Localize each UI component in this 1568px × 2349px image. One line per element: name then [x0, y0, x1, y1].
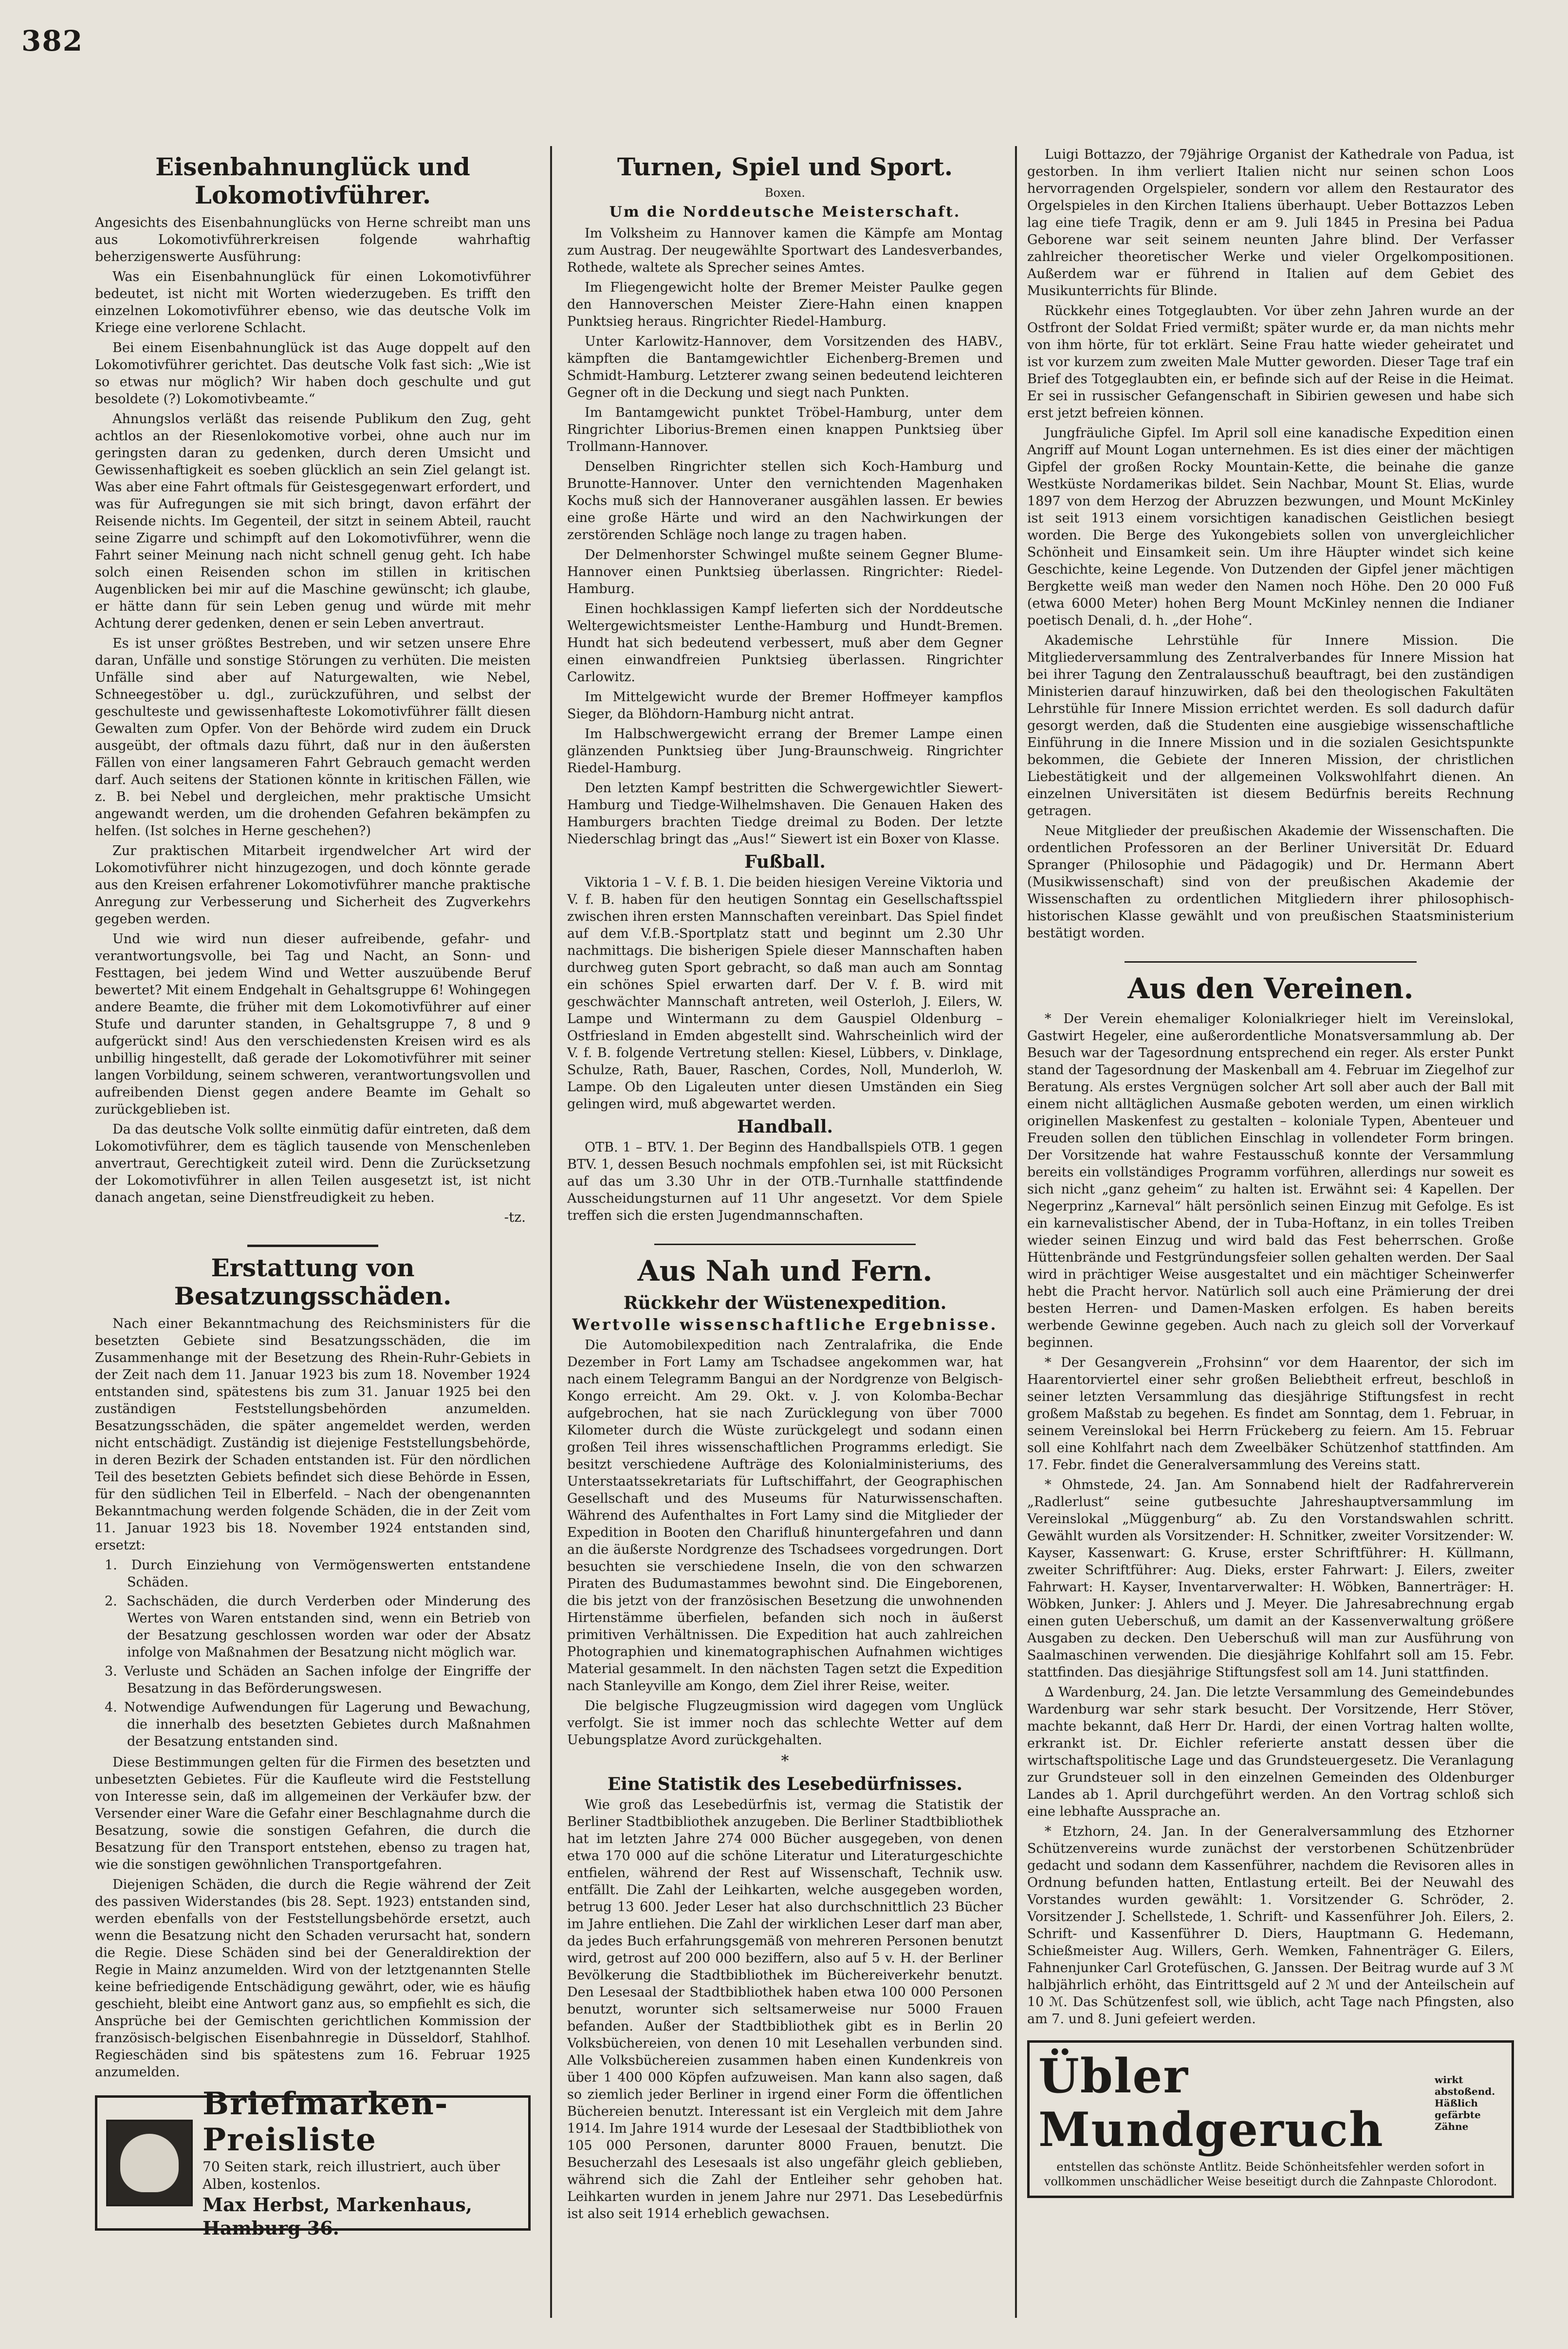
separator: *	[781, 1751, 789, 1770]
sport-category: Boxen.	[765, 186, 805, 200]
paragraph: Es ist unser größtes Bestreben, und wir setzen unsere Ehre daran, Unfälle und sonstige Störungen zu verhüten. Die meisten Unfälle sind aber auf Naturgewalten, wie Nebel, Schneegestöber u. dgl., zurückzuführen, und selbst der geschulteste und gewissenhafteste Lokomotivführer fällt diesen Gewalten zum Opfer. Von der Behörde wird zudem ein Druck ausgeübt, der oftmals dazu führt, daß nur in den äußersten Fällen von einer langsameren Fahrt Gebrauch gemacht werden darf. Auch seitens der Stationen könnte in kritischen Fällen, wie z. B. bei Nebel und dergleichen, mehr praktische Umsicht angewandt werden, um die drohenden Gefahren bekämpfen zu helfen. (Ist solches in Herne geschehen?)	[95, 636, 531, 839]
paragraph: Zur praktischen Mitarbeit irgendwelcher Art wird der Lokomotivführer nicht hinzugezogen, und doch könnte gerade aus den Kreisen erfahrener Lokomotivführer manche praktische Anregung zur Verbesserung und Sicherheit des Zugverkehrs gegeben werden.	[95, 843, 531, 927]
vereine-body	[1027, 1010, 1514, 2028]
paragraph: Die belgische Flugzeugmission wird dagegen vom Unglück verfolgt. Sie ist immer noch das schlechte Wetter auf dem Uebungsplatze Avord zurückgehalten.	[567, 1698, 1003, 1748]
ad-briefmarken	[95, 2086, 531, 2239]
handball-body	[567, 1139, 1003, 1224]
column-rule-right	[1015, 146, 1017, 2318]
fussball-body	[567, 874, 1003, 1113]
paragraph: Rückkehr eines Totgeglaubten. Vor über zehn Jahren wurde an der Ostfront der Soldat Fried vermißt; später wurde er, da man nichts mehr von ihm hörte, für tot erklärt. Seine Frau hatte wieder geheiratet und ist vor kurzem zum zweiten Male Mutter geworden. Dieser Tage traf ein Brief des Totgeglaubten ein, er befinde sich auf der Reise in die Heimat. Er sei in russischer Gefangenschaft in Sibirien gewesen und habe sich erst jetzt befreien können.	[1027, 303, 1514, 421]
paragraph: * Der Gesangverein „Frohsinn“ vor dem Haarentor, der sich im Haarentorviertel einer sehr großen Beliebtheit erfreut, beschloß in seiner letzten Versammlung das diesjährige Stiftungsfest in recht großem Maßstab zu begehen. Es findet am Sonntag, dem 1. Februar, in seinem Vereinslokal bei Herrn Frückeberg zu feiern. Am 15. Februar soll eine Kohlfahrt nach dem Zweelbäker Schützenhof stattfinden. Am 17. Febr. findet die Generalversammlung des Vereins statt.	[1027, 1355, 1514, 1473]
paragraph: Die Automobilexpedition nach Zentralafrika, die Ende Dezember in Fort Lamy am Tschadsee angekommen war, hat nach einem Telegramm Bangui an der Nordgrenze von Belgisch-Kongo erreicht. Am 29. Okt. v. J. von Kolomba-Bechar aufgebrochen, hat sie nach Zurücklegung von über 7000 Kilometer durch die Wüste zurückgelegt und sodann einen großen Teil ihres wissenschaftlichen Programms erledigt. Sie besitzt verschiedene Aufträge des Kolonialministeriums, des Unterstaatssekretariats für Luftschiffahrt, der Geographischen Gesellschaft und des Museums für Naturwissenschaften. Während des Aufenthaltes in Fort Lamy sind die Mitglieder der Expedition in Booten den Charifluß hinuntergefahren und dann an die äußerste Nordgrenze des Tschadsees vorgedrungen. Dort besuchten sie verschiedene Inseln, die von den schwarzen Piraten des Budumastammes bewohnt sind. Die Eingeborenen, die bis jetzt von der französischen Besetzung die unwohnenden Hirtenstämme überfielen, befanden sich noch in äußerst primitiven Verhältnissen. Die Expedition hat auch zahlreichen Photographien und kinematographischen Aufnahmen wichtiges Material gesammelt. In den nächsten Tagen setzt die Expedition nach Stanleyville am Kongo, dem Ziel ihrer Reise, weiter.	[567, 1337, 1003, 1694]
paragraph: Was ein Eisenbahnunglück für einen Lokomotivführer bedeutet, ist nicht mit Worten wiederzugeben. Es trifft den einzelnen Lokomotivführer ebenso, wie das deutsche Volk im Kriege eine verlorene Schlacht.	[95, 269, 531, 336]
column-2	[567, 146, 1003, 2225]
column-1	[95, 146, 531, 2239]
paragraph: Im Halbschwergewicht errang der Bremer Lampe einen glänzenden Punktsieg über Jung-Braunschweig. Ringrichter Riedel-Hamburg.	[567, 726, 1003, 776]
column-rule-left	[550, 146, 552, 2318]
fussball-title: Fußball.	[744, 851, 826, 872]
paragraph: Nach einer Bekanntmachung des Reichsministers für die besetzten Gebiete sind Besatzungsschäden, die im Zusammenhange mit der Besetzung des Rhein-Ruhr-Gebiets in der Zeit nach dem 11. Januar 1923 bis zum 18. November 1924 entstanden sind, spätestens bis zum 31. Januar 1925 bei den zuständigen Feststellungsbehörden anzumelden. Besatzungsschäden, die später angemeldet werden, werden nicht entschädigt. Zuständig ist diejenige Feststellungsbehörde, in deren Bezirk der Schaden entstanden ist. Für den nördlichen Teil des besetzten Gebiets befindet sich diese Behörde in Essen, für den südlichen Teil in Elberfeld. – Nach der obengenannten Bekanntmachung werden folgende Schäden, die in der Zeit vom 11. Januar 1923 bis 18. November 1924 entstanden sind, ersetzt:	[95, 1316, 531, 1553]
paragraph: OTB. 1 – BTV. 1. Der Beginn des Handballspiels OTB. 1 gegen BTV. 1, dessen Besuch nochmals empfohlen sei, ist mit Rücksicht auf das um 3.30 Uhr in der OTB.-Turnhalle stattfindende Ausscheidungsturnen auf 11 Uhr angesetzt. Vor dem Spiele treffen sich die ersten Jugendmannschaften.	[567, 1139, 1003, 1223]
paragraph: * Ohmstede, 24. Jan. Am Sonnabend hielt der Radfahrerverein „Radlerlust“ seine gutbesuchte Jahreshauptversammlung im Vereinslokal „Müggenburg“ ab. Zu den Vorstandswahlen schritt. Gewählt wurden als Vorsitzender: H. Schnitker, zweiter Vorsitzender: W. Kayser, Kassenwart: G. Kruse, erster Schriftführer: H. Küllmann, zweiter Schriftführer: Aug. Dieks, erster Fahrwart: J. Eilers, zweiter Fahrwart: H. Kayser, Inventarverwalter: H. Wöbken, Bannerträger: H. Wöbken, Junker: J. Ahlers und J. Meyer. Die Jahresabrechnung ergab einen guten Ueberschuß, um damit an der Kassenverwaltung größere Ausgaben zu decken. Den Ueberschuß will man zur Ausführung von Saalmaschinen verwenden. Die diesjährige Kohlfahrt soll am 15. Febr. stattfinden. Das diesjährige Stiftungsfest soll am 14. Juni stattfinden.	[1027, 1477, 1514, 1680]
paragraph: Und wie wird nun dieser aufreibende, gefahr- und verantwortungsvolle, bei Tag und Nacht, an Sonn- und Festtagen, bei jedem Wind und Wetter auszuübende Beruf bewertet? Mit einem Endgehalt in Gehaltsgruppe 6! Wohingegen andere Beamte, die früher mit dem Lokomotivführer auf einer Stufe und darunter standen, in Gehaltsgruppe 7, 8 und 9 aufgerückt sind! Aus den verschiedensten Kreisen wird es als unbillig hingestellt, daß gerade der Lokomotivführer mit seiner langen Vorbildung, seinem schweren, verantwortungsvollen und aufreibenden Dienst gegen andere Beamte im Gehalt so zurückgeblieben ist.	[95, 932, 531, 1117]
paragraph: Akademische Lehrstühle für Innere Mission. Die Mitgliederversammlung des Zentralverbandes für Innere Mission hat bei ihrer Tagung den Zentralausschuß beauftragt, bei den zuständigen Ministerien darauf hinzuwirken, daß bei den theologischen Fakultäten Lehrstühle für Innere Mission errichtet werden. Es soll dadurch dafür gesorgt werden, daß die Studenten eine ausgiebige wissenschaftliche Einführung in die Innere Mission und in die sozialen Gesichtspunkte bekommen, die Gebiete der Inneren Mission, der christlichen Liebestätigkeit und der allgemeinen Volkswohlfahrt dienen. An einzelnen Universitäten ist diesem Bedürfnis bereits Rechnung getragen.	[1027, 633, 1514, 819]
section-divider	[1125, 961, 1417, 963]
paragraph: Einen hochklassigen Kampf lieferten sich der Norddeutsche Weltergewichtsmeister Lenthe-Hamburg und Hundt-Bremen. Hundt hat sich bedeutend verbessert, muß aber dem Gegner einen einwandfreien Punktsieg überlassen. Ringrichter Carlowitz.	[567, 601, 1003, 685]
article-body-eisenbahn	[95, 214, 531, 1206]
section-title-nah: Aus Nah und Fern.	[637, 1254, 933, 1287]
ad-line: 70 Seiten stark, reich illustriert, auch über Alben, kostenlos.	[203, 2159, 500, 2192]
ad-footer: Max Herbst, Markenhaus, Hamburg 36.	[203, 2194, 472, 2239]
ad-side-text: wirkt abstoßend. Häßlich gefärbte Zähne	[1435, 2074, 1495, 2132]
paragraph: Unter Karlowitz-Hannover, dem Vorsitzenden des HABV., kämpften die Bantamgewichtler Eichenberg-Bremen und Schmidt-Hamburg. Letzterer zwang seinen bedeutend leichteren Gegner oft in die Deckung und siegt nach Punkten.	[567, 334, 1003, 400]
paragraph: Denselben Ringrichter stellen sich Koch-Hamburg und Brunotte-Hannover. Unter den vernichtenden Magenhaken Kochs muß sich der Hannoveraner ausgählen lassen. Er bewies eine große Härte und wird an den Nachwirkungen der zerstörenden Schläge noch lange zu tragen haben.	[567, 459, 1003, 542]
sport-subheading: Um die Norddeutsche Meisterschaft.	[609, 204, 961, 221]
ad-text: entstellen das schönste Antlitz. Beide Schönheitsfehler werden sofort in vollkommen unschädlicher Weise beseitigt durch die Zahnpaste Chlorodont.	[1044, 2160, 1497, 2188]
list-item: 3. Verluste und Schäden an Sachen infolge der Eingriffe der Besatzung in das Beförderungswesen.	[105, 1664, 531, 1696]
paragraph: Jungfräuliche Gipfel. Im April soll eine kanadische Expedition einen Angriff auf Mount Logan unternehmen. Es ist dies einer der mächtigen Gipfel der großen Rocky Mountain-Kette, die beinahe die ganze Westküste Nordamerikas bildet. Sein Nachbar, Mount St. Elias, wurde 1897 von dem Herzog der Abruzzen bezwungen, und Mount McKinley ist seit 1913 einem vorsichtigen kanadischen Geistlichen besiegt worden. Die Berge des Yukongebiets sollen von unvergleichlicher Schönheit und Einsamkeit sein. Um ihre Häupter windet sich keine Geschichte, keine Legende. Von Dutzenden der Gipfel jener mächtigen Bergkette weiß man weder den Namen noch Höhe. Den 20 000 Fuß (etwa 6000 Meter) hohen Berg Mount McKinley nennen die Indianer poetisch Denali, d. h. „der Hohe“.	[1027, 426, 1514, 628]
paragraph: ∆ Wardenburg, 24. Jan. Die letzte Versammlung des Gemeindebundes Wardenburg war sehr stark besucht. Der Vorsitzende, Herr Stöver, machte bekannt, daß Herr Dr. Hardi, der einen Vortrag halten wollte, erkrankt ist. Dr. Eichler referierte anstatt dessen über die wirtschaftspolitische Lage und das Grundsteuergesetz. Die Veranlagung zur Grundsteuer soll in den einzelnen Gemeinden des Oldenburger Landes ab 1. April durchgeführt werden. An den Vortrag schloß sich eine lebhafte Aussprache an.	[1027, 1685, 1514, 1819]
misc-news-body	[1027, 146, 1514, 942]
paragraph: Im Bantamgewicht punktet Tröbel-Hamburg, unter dem Ringrichter Liborius-Bremen einen knappen Punktsieg über Trollmann-Hannover.	[567, 405, 1003, 454]
paragraph: Den letzten Kampf bestritten die Schwergewichtler Siewert-Hamburg und Tiedge-Wilhelmshaven. Die Genauen Haken des Hamburgers brachten Tiedge dreimal zu Boden. Der letzte Niederschlag bringt das „Aus!“ Siewert ist ein Boxer von Klasse.	[567, 780, 1003, 847]
stamp-icon	[106, 2120, 193, 2206]
article-body-besatzung	[95, 1315, 531, 1554]
ad-title: Briefmarken-Preisliste	[203, 2086, 449, 2158]
paragraph: Neue Mitglieder der preußischen Akademie der Wissenschaften. Die ordentlichen Professoren an der Berliner Universität Dr. Eduard Spranger (Philosophie und Pädagogik) und Dr. Hermann Abert (Musikwissenschaft) sind von der preußischen Akademie der Wissenschaften zu ordentlichen Mitgliedern ihrer philosophisch-historischen Klasse gewählt und von preußischen Staatsministerium bestätigt worden.	[1027, 823, 1514, 941]
nah-body-2	[567, 1796, 1003, 2222]
paragraph: Viktoria 1 – V. f. B. 1. Die beiden hiesigen Vereine Viktoria und V. f. B. haben für den heutigen Sonntag ein Gesellschaftsspiel zwischen ihren ersten Mannschaften vereinbart. Das Spiel findet auf dem V.f.B.-Sportplatz statt und beginnt um 2.30 Uhr nachmittags. Die bisherigen Spiele dieser Mannschaften haben durchweg guten Sport gebracht, so daß man auch am Sonntag ein schönes Spiel erwarten darf. Der V. f. B. wird mit geschwächter Mannschaft antreten, weil Osterloh, J. Eilers, W. Lampe und Wintermann zu dem Gauspiel Oldenburg – Ostfriesland in Emden abgestellt sind. Wahrscheinlich wird der V. f. B. folgende Vertretung stellen: Kiesel, Lübbers, v. Dinklage, Schulze, Rath, Bauer, Raschen, Cordes, Noll, Munderloh, W. Lampe. Ob den Ligaleuten unter diesen Umständen ein Sieg gelingen wird, muß abgewartet werden.	[567, 875, 1003, 1112]
paragraph: Diejenigen Schäden, die durch die Regie während der Zeit des passiven Widerstandes (bis 28. Sept. 1923) entstanden sind, werden ebenfalls von der Feststellungsbehörde ersetzt, auch wenn die Besatzung nicht den Schaden verursacht hat, sondern die Regie. Diese Schäden sind bei der Generaldirektion der Regie in Mainz anzumelden. Wird von der letztgenannten Stelle keine befriedigende Entschädigung gewährt, oder, wie es häufig geschieht, bleibt eine Antwort ganz aus, so empfiehlt es sich, die Ansprüche bei der Gemischten gerichtlichen Kommission der französisch-belgischen Eisenbahnregie in Düsseldorf, Stahlhof. Regieschäden sind bis spätestens zum 16. Februar 1925 anzumelden.	[95, 1877, 531, 2080]
nah-sub2: Eine Statistik des Lesebedürfnisses.	[607, 1773, 963, 1794]
page-number: 382	[21, 24, 84, 57]
paragraph: Diese Bestimmungen gelten für die Firmen des besetzten und unbesetzten Gebietes. Für die Kaufleute wird die Feststellung von Interesse sein, daß im allgemeinen der Verkäufer bzw. der Versender einer Ware die Gefahr einer Beschlagnahme durch die Besatzung, sowie die sonstigen Gefahren, die durch die Besatzung für den Transport entstehen, ebenso zu tragen hat, wie die sonstigen gewöhnlichen Transportgefahren.	[95, 1755, 531, 1872]
nah-sub1b: Wertvolle wissenschaftliche Ergebnisse.	[572, 1315, 998, 1334]
damage-list	[105, 1557, 531, 1750]
article-body-besatzung-cont	[95, 1754, 531, 2081]
column-3	[1027, 146, 1514, 2198]
paragraph: Bei einem Eisenbahnunglück ist das Auge doppelt auf den Lokomotivführer gerichtet. Das deutsche Volk fast sich: „Wie ist so etwas nur möglich? Wir haben doch geschulte und gut besoldete (?) Lokomotivbeamte.“	[95, 340, 531, 407]
article-title-eisenbahn: Eisenbahnunglück und Lokomotivführer.	[155, 152, 470, 209]
list-item: 1. Durch Einziehung von Vermögenswerten entstandene Schäden.	[105, 1558, 531, 1590]
section-divider	[654, 1244, 916, 1245]
ad-chlorodont	[1027, 2040, 1514, 2198]
list-item: 4. Notwendige Aufwendungen für Lagerung und Bewachung, die innerhalb des besetzten Gebietes durch Maßnahmen der Besatzung entstanden sind.	[105, 1700, 531, 1749]
paragraph: Wie groß das Lesebedürfnis ist, vermag die Statistik der Berliner Stadtbibliothek anzugeben. Die Berliner Stadtbibliothek hat im letzten Jahre 274 000 Bücher ausgegeben, von denen etwa 170 000 auf die schöne Literatur und Literaturgeschichte entfielen, während der Rest auf Wissenschaft, Technik usw. entfällt. Die Zahl der Leihkarten, welche ausgegeben worden, betrug 13 600. Jeder Leser hat also durchschnittlich 23 Bücher im Jahre entliehen. Die Zahl der wirklichen Leser darf man aber, da jedes Buch erfahrungsgemäß von mehreren Personen benutzt wird, getrost auf 200 000 beziffern, also auf 5 v. H. der Berliner Bevölkerung die Stadtbibliothek im Büchereiverkehr benutzt. Den Lesesaal der Stadtbibliothek haben etwa 100 000 Personen benutzt, worunter sich seltsamerweise nur 5000 Frauen befanden. Außer der Stadtbibliothek gibt es in Berlin 20 Volksbüchereien, von denen 10 mit Lesehallen verbunden sind. Alle Volksbüchereien zusammen haben einen Kundenkreis von über 1 400 000 Köpfen aufzuweisen. Man kann also sagen, daß so ziemlich jeder Berliner in irgend einer Form die öffentlichen Büchereien benutzt. Interessant ist ein Vergleich mit dem Jahre 1914. Im Jahre 1914 wurde der Lesesaal der Stadtbibliothek von 105 000 Personen, darunter 8000 Frauen, benutzt. Die Besucherzahl des Lesesaals ist also ungefähr gleich geblieben, während sich die Zahl der Entleiher sehr gehoben hat. Leihkarten wurden in jenem Jahre nur 2971. Das Lesebedürfnis ist also seit 1914 erheblich gewachsen.	[567, 1797, 1003, 2221]
nah-sub1: Rückkehr der Wüstenexpedition.	[623, 1292, 947, 1313]
article-signature: -tz.	[504, 1209, 526, 1225]
sport-body	[567, 225, 1003, 848]
nah-body	[567, 1337, 1003, 1749]
paragraph: Der Delmenhorster Schwingel mußte seinem Gegner Blume-Hannover einen Punktsieg überlassen. Ringrichter: Riedel-Hamburg.	[567, 547, 1003, 597]
paragraph: * Etzhorn, 24. Jan. In der Generalversammlung des Etzhorner Schützenvereins wurde zunächst der verstorbenen Schützenbrüder gedacht und sodann dem Kassenführer, nachdem die Revisoren alles in Ordnung befunden hatten, Entlastung erteilt. Bei der Neuwahl des Vorstandes wurden gewählt: 1. Vorsitzender G. Schröder, 2. Vorsitzender J. Schellstede, 1. Schrift- und Kassenführer Joh. Eilers, 2. Schrift- und Kassenführer D. Diers, Hauptmann G. Hedemann, Schießmeister Aug. Willers, Gerh. Wemken, Fahnenträger G. Eilers, Fahnenjunker Carl Grotefüschen, G. Janssen. Der Beitrag wurde auf 3 ℳ halbjährlich erhöht, das Eintrittsgeld auf 2 ℳ und der Anteilschein auf 10 ℳ. Das Schützenfest soll, wie üblich, acht Tage nach Pfingsten, also am 7. und 8. Juni gefeiert werden.	[1027, 1824, 1514, 2027]
paragraph: Im Volksheim zu Hannover kamen die Kämpfe am Montag zum Austrag. Der neugewählte Sportwart des Landesverbandes, Rothede, waltete als Sprecher seines Amtes.	[567, 225, 1003, 275]
article-title-besatzung: Erstattung von Besatzungsschäden.	[174, 1253, 452, 1310]
paragraph: Im Fliegengewicht holte der Bremer Meister Paulke gegen den Hannoverschen Meister Ziere-Hahn einen knappen Punktsieg heraus. Ringrichter Riedel-Hamburg.	[567, 280, 1003, 329]
paragraph: * Der Verein ehemaliger Kolonialkrieger hielt im Vereinslokal, Gastwirt Hegeler, eine außerordentliche Monatsversammlung ab. Der Besuch war der Tagesordnung entsprechend ein reger. Als erster Punkt stand der Tagesordnung der Maskenball am 4. Februar im Ziegelhof zur Beratung. Als erstes Vergnügen solcher Art soll aber auch der Ball mit einem nicht alltäglichen Ausmaße geboten werden, um einen wirklich originellen Maskenfest zu gestalten – koloniale Typen, Abenteuer und Freuden sollen den tüblichen Einschlag in vollendeter Form bringen. Der Vorsitzende hat wahre Festausschuß konnte der Versammlung bereits ein vollständiges Programm vorführen, allerdings nur soweit es sich nicht „ganz geheim“ zu halten ist. Erwähnt sei: 4 Kapellen. Der Negerprinz „Karneval“ hält persönlich seinen Einzug mit Gefolge. Es ist ein karnevalistischer Abend, der in Tuba-Hoftanz, in ein tolles Treiben wieder seinen Einzug und wird bald das Fest beherrschen. Große Hüttenbrände und Festgründungsfeier sollen gehalten werden. Der Saal wird in prächtiger Weise ausgestaltet und ein mächtiger Scheinwerfer hebt die Pracht hervor. Natürlich soll auch eine Prämierung der drei besten Herren- und Damen-Masken erfolgen. Es haben bereits werbende Gewinne gegeben. Auch nach zu gleich soll der Vorverkauf beginnen.	[1027, 1011, 1514, 1350]
section-title-sport: Turnen, Spiel und Sport.	[617, 152, 953, 181]
section-divider	[247, 1245, 378, 1247]
paragraph: Ahnungslos verläßt das reisende Publikum den Zug, geht achtlos an der Riesenlokomotive vorbei, ohne auch nur im geringsten daran zu gedenken, durch deren Umsicht und Gewissenhaftigkeit es soeben glücklich an sein Ziel gelangt ist. Was aber eine Fahrt oftmals für Geistesgegenwart erfordert, und was für Aufregungen sie mit sich bringt, davon erfährt der Reisende nichts. Im Gegenteil, der sitzt in seinem Abteil, raucht seine Zigarre und schimpft auf den Lokomotivführer, wenn die Fahrt seiner Meinung nach nicht schnell genug geht. Ich habe solch einen Reisenden schon im stillen in kritischen Augenblicken bei mir auf die Maschine gewünscht; ich glaube, er hätte dann für sein Leben genug und würde mit mehr Achtung derer gedenken, denen er sein Leben anvertraut.	[95, 411, 531, 631]
handball-title: Handball.	[737, 1116, 833, 1137]
paragraph: Luigi Bottazzo, der 79jährige Organist der Kathedrale von Padua, ist gestorben. In ihm verliert Italien nicht nur seinen schon Loos hervorragenden Orgelspieler, sondern vor allem den Restaurator des Orgelspieles in den Kirchen Italiens überhaupt. Ueber Bottazzos Leben lag eine tiefe Tragik, denn er am 9. Juli 1845 in Presina bei Padua Geborene war seit seinem neunten Jahre blind. Der Verfasser zahlreicher theoretischer Werke und vieler Orgelkompositionen. Außerdem war er führend in Italien auf dem Gebiet des Musikunterrichts für Blinde.	[1027, 147, 1514, 298]
ad-title: Übler Mundgeruch	[1038, 2049, 1384, 2157]
paragraph: Da das deutsche Volk sollte einmütig dafür eintreten, daß dem Lokomotivführer, dem es täglich tausende von Menschenleben anvertraut, Gerechtigkeit zuteil wird. Denn die Zurücksetzung der Lokomotivführer in allen Teilen ausgesetzt ist, ist nicht danach angetan, seine Dienstfreudigkeit zu heben.	[95, 1122, 531, 1205]
section-title-vereine: Aus den Vereinen.	[1127, 972, 1414, 1005]
paragraph: Angesichts des Eisenbahnunglücks von Herne schreibt man uns aus Lokomotivführerkreisen folgende wahrhaftig beherzigenswerte Ausführung:	[95, 215, 531, 264]
paragraph: Im Mittelgewicht wurde der Bremer Hoffmeyer kampflos Sieger, da Blöhdorn-Hamburg nicht antrat.	[567, 689, 1003, 722]
list-item: 2. Sachschäden, die durch Verderben oder Minderung des Wertes von Waren entstanden sind, wenn ein Betrieb von der Besatzung geschlossen worden war oder der Absatz infolge von Maßnahmen der Besatzung nicht möglich war.	[105, 1594, 531, 1660]
